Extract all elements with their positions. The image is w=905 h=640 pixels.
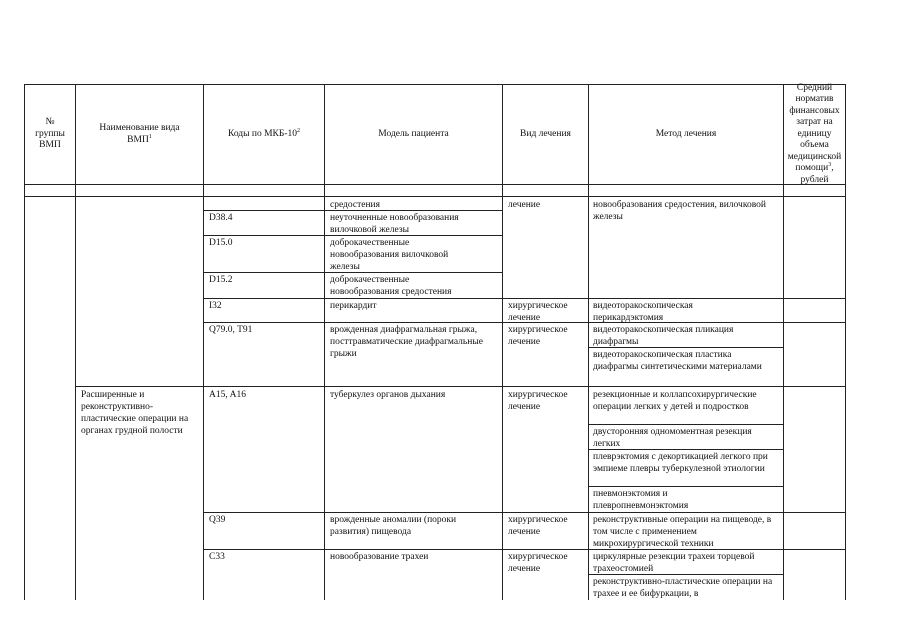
icd-code-cell: A15, A16	[209, 390, 246, 400]
header-average-cost	[784, 82, 845, 185]
patient-model-cell: перикардит	[330, 301, 377, 311]
icd-code-cell: I32	[209, 301, 222, 311]
header-average-cost-text: Средний норматив финансовых затрат на единицу объема медицинской помощи$^3$, рублей	[787, 82, 842, 185]
header-vmp-name	[76, 85, 203, 184]
patient-model-cell: новообразование трахеи	[330, 552, 429, 562]
patient-model-cell: врожденная диафрагмальная грыжа, посттравматические диафрагмальные грыжи	[330, 325, 483, 359]
header-patient-model-text: Модель пациента	[378, 128, 449, 139]
header-patient-model	[325, 85, 502, 184]
treatment-type-cell: хирургическое лечение	[508, 552, 568, 574]
treatment-method-cell: циркулярные резекции трахеи торцевой трахеостомией	[593, 552, 755, 574]
header-treatment-type-text: Вид лечения	[520, 128, 571, 139]
patient-model-cell: средостения	[330, 200, 381, 210]
treatment-method-cell: плеврэктомия с декортикацией легкого при эмпиеме плевры туберкулезной этиологии	[593, 452, 768, 474]
header-treatment-type	[503, 85, 588, 184]
row-border	[203, 512, 845, 513]
treatment-method-cell: двусторонняя одномоментная резекция легких	[593, 427, 752, 449]
header-treatment-method-text: Метод лечения	[655, 128, 717, 139]
icd-code-cell: D15.2	[209, 275, 233, 285]
header-group-number-text: № группы ВМП	[35, 117, 65, 151]
treatment-type-cell: хирургическое лечение	[508, 301, 568, 323]
patient-model-cell: неуточненные новообразования вилочковой железы	[330, 213, 459, 235]
icd-code-cell: Q39	[209, 515, 226, 525]
row-border	[75, 386, 845, 387]
treatment-type-cell: хирургическое лечение	[508, 515, 568, 537]
numbering-row-bottom-border	[24, 196, 846, 197]
row-border	[589, 486, 783, 487]
treatment-method-cell: новообразования средостения, вилочковой железы	[593, 200, 766, 222]
treatment-method-cell: реконструктивно-пластические операции на трахее и ее бифуркации, в	[593, 577, 773, 599]
patient-model-cell: доброкачественные новообразования вилочковой железы	[330, 238, 449, 272]
treatment-type-cell: хирургическое лечение	[508, 325, 568, 347]
treatment-method-cell: видеоторакоскопическая пликация диафрагмы	[593, 325, 734, 347]
header-group-number	[25, 85, 75, 184]
header-bottom-border	[24, 184, 846, 185]
treatment-method-cell: видеоторакоскопическая пластика диафрагмы синтетическими материалами	[593, 350, 762, 372]
row-border	[203, 298, 845, 299]
vmp-section-name: Расширенные и реконструктивно-пластические операции на органах грудной полости	[81, 390, 189, 436]
patient-model-cell: доброкачественные новообразования средостения	[330, 275, 452, 297]
treatment-method-cell: видеоторакоскопическая перикардэктомия	[593, 301, 693, 323]
treatment-method-cell: резекционные и коллапсохирургические операции легких у детей и подростков	[593, 390, 757, 412]
icd-code-cell: C33	[209, 552, 225, 562]
row-border	[589, 424, 783, 425]
icd-code-cell: D15.0	[209, 238, 233, 248]
icd-code-cell: Q79.0, T91	[209, 325, 253, 335]
header-icd-codes-text: Коды по МКБ-$10^2$	[227, 127, 301, 139]
treatment-method-cell: реконструктивные операции на пищеводе, в том числе с применением микрохирургической техники	[593, 515, 772, 549]
treatment-type-cell: хирургическое лечение	[508, 390, 568, 412]
treatment-method-cell: пневмонэктомия и плевропневмонэктомия	[593, 489, 689, 511]
col-border-7	[845, 84, 846, 600]
header-treatment-method	[589, 85, 783, 184]
header-vmp-name-text: Наименование вида ВМП$^1$	[99, 123, 180, 145]
treatment-type-cell: лечение	[508, 200, 541, 210]
header-icd-codes	[204, 85, 324, 184]
icd-code-cell: D38.4	[209, 213, 233, 223]
patient-model-cell: врожденные аномалии (пороки развития) пищевода	[330, 515, 457, 537]
patient-model-cell: туберкулез органов дыхания	[330, 390, 446, 400]
